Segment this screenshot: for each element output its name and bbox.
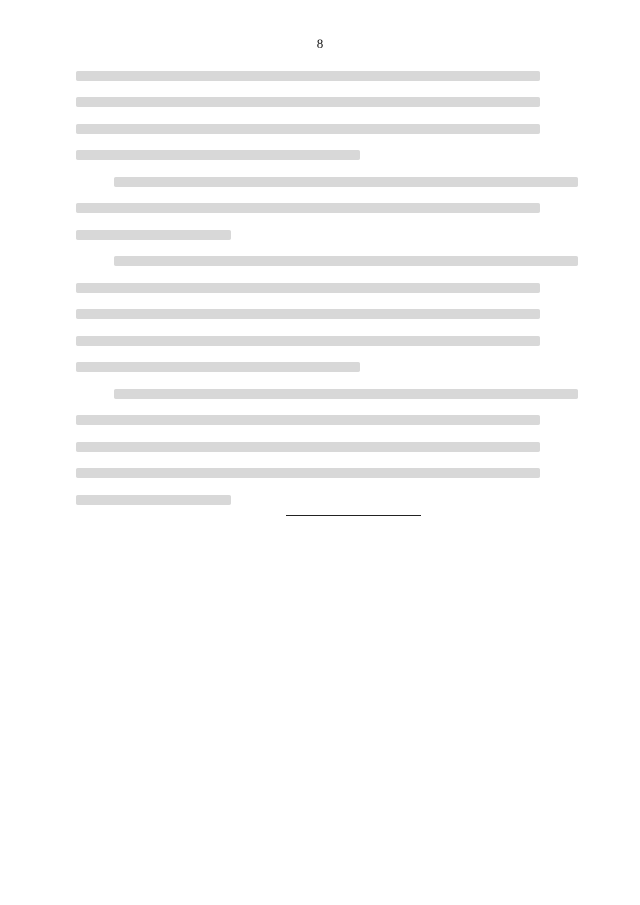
unreadable-line xyxy=(114,177,578,187)
paragraph-continuation xyxy=(76,62,592,168)
unreadable-line xyxy=(76,124,540,134)
unreadable-line xyxy=(76,150,360,160)
unreadable-line xyxy=(76,97,540,107)
page-number: 8 xyxy=(316,36,324,51)
unreadable-line xyxy=(76,442,540,452)
document-body xyxy=(76,62,592,513)
unreadable-line xyxy=(76,495,231,505)
unreadable-line xyxy=(76,415,540,425)
unreadable-line xyxy=(76,336,540,346)
paragraph xyxy=(76,380,592,513)
unreadable-line xyxy=(76,309,540,319)
paragraph xyxy=(76,248,592,381)
unreadable-line xyxy=(76,203,540,213)
unreadable-line xyxy=(114,256,578,266)
paragraph xyxy=(76,168,592,248)
unreadable-line xyxy=(114,389,578,399)
unreadable-line xyxy=(76,230,231,240)
end-separator xyxy=(286,515,421,516)
unreadable-line xyxy=(76,362,360,372)
unreadable-line xyxy=(76,71,540,81)
unreadable-line xyxy=(76,468,540,478)
unreadable-line xyxy=(76,283,540,293)
